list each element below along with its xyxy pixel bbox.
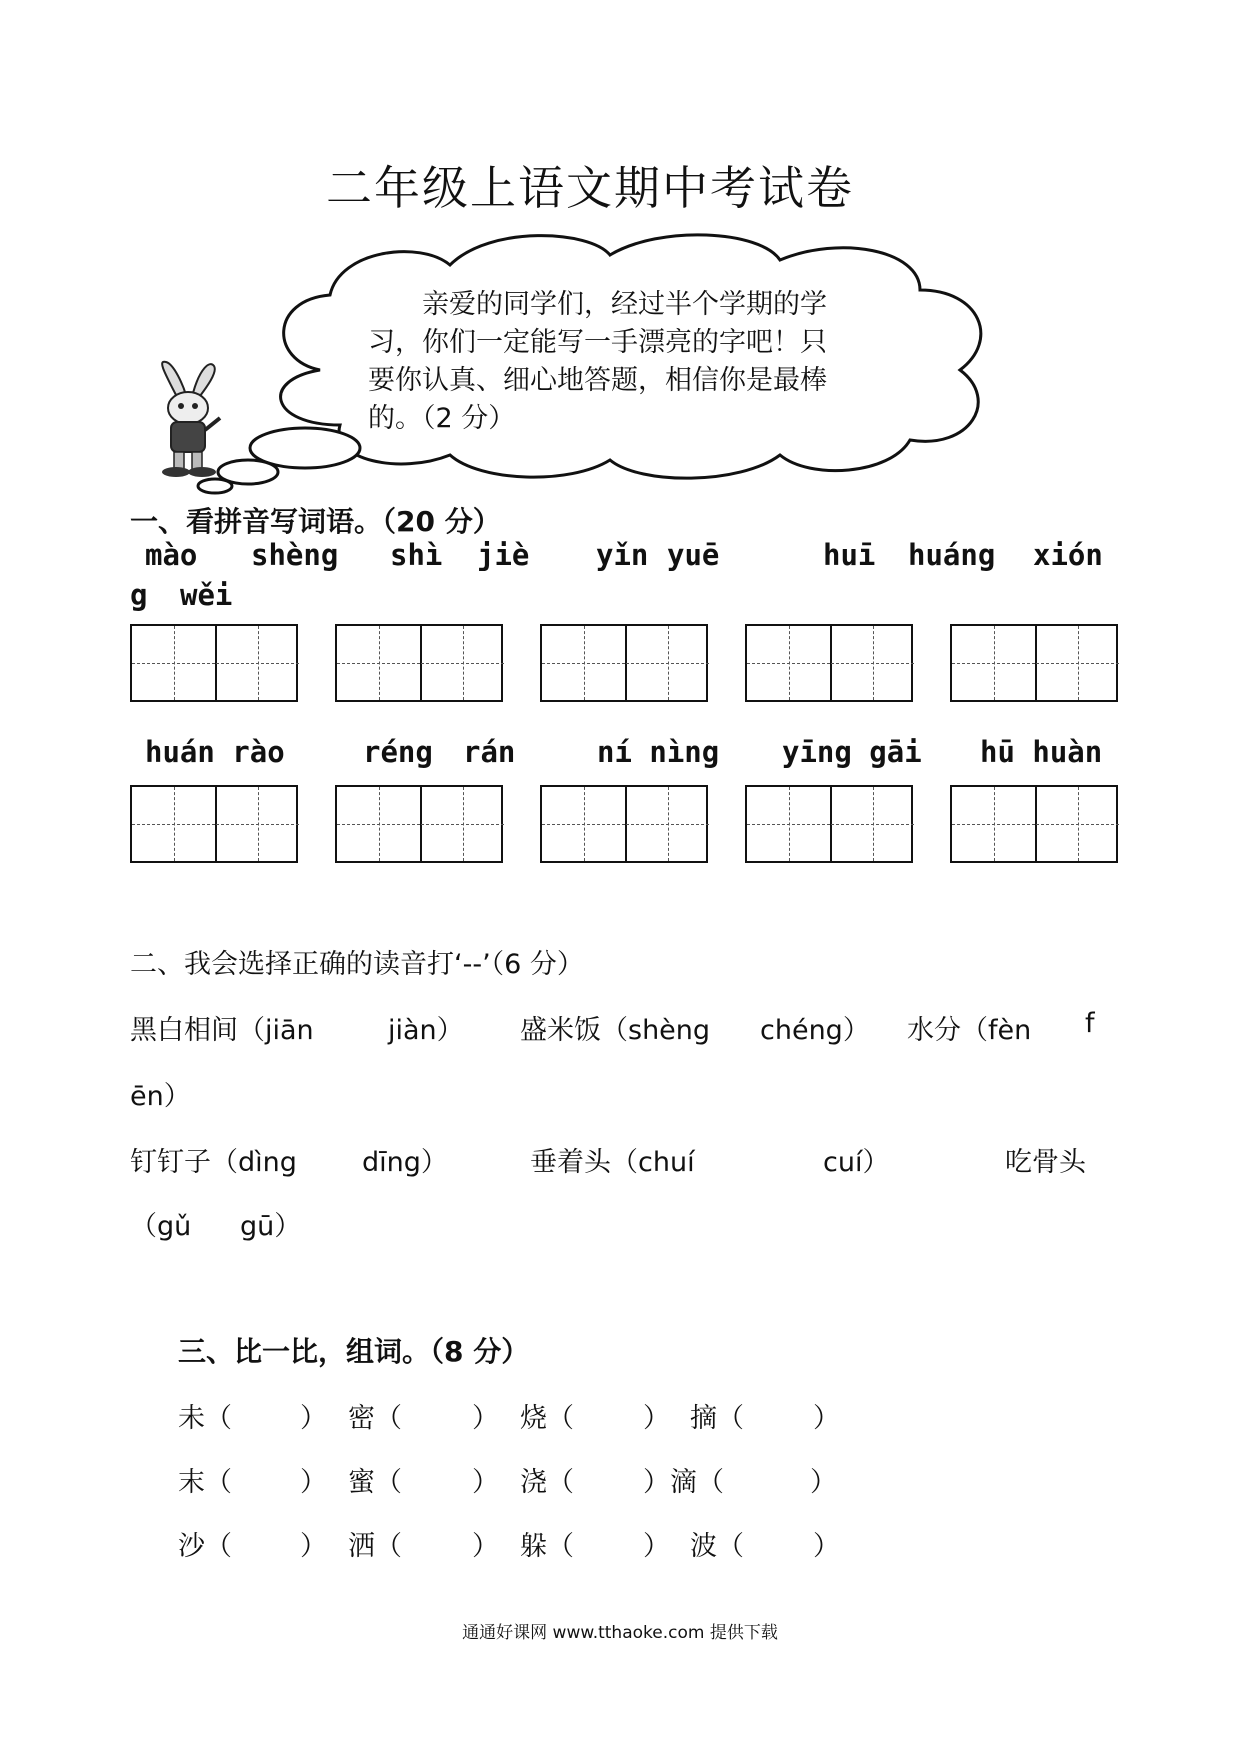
pinyin-label: huī xyxy=(823,538,876,572)
compare-item: 波（ xyxy=(690,1531,744,1562)
compare-item: ） xyxy=(472,1531,499,1562)
compare-item: ） xyxy=(813,1403,840,1434)
choice-item: 盛米饭（shèng xyxy=(520,1015,711,1046)
choice-item: （gǔ xyxy=(130,1211,192,1242)
pinyin-label: yǐn xyxy=(596,538,649,572)
pinyin-label: réng xyxy=(363,735,433,769)
compare-item: ） xyxy=(300,1531,327,1562)
writing-box[interactable] xyxy=(950,624,1118,702)
pinyin-label: huáng xyxy=(908,538,996,572)
choice-item: f xyxy=(1085,1008,1095,1039)
pinyin-label: g xyxy=(130,578,148,612)
greeting-line: 的。（2 分） xyxy=(368,403,516,434)
compare-item: 浇（ xyxy=(520,1467,574,1498)
compare-item: ） xyxy=(813,1531,840,1562)
compare-item: 摘（ xyxy=(690,1403,744,1434)
compare-item: ）滴（ xyxy=(643,1467,724,1498)
compare-item: 末（ xyxy=(178,1467,232,1498)
compare-item: 沙（ xyxy=(178,1531,232,1562)
choice-item: cuí） xyxy=(823,1147,890,1178)
writing-box[interactable] xyxy=(335,624,503,702)
compare-item: ） xyxy=(643,1531,670,1562)
choice-item: gū） xyxy=(240,1211,302,1242)
compare-item: ） xyxy=(472,1467,499,1498)
pinyin-label: mào xyxy=(145,538,198,572)
section-3-title: 三、比一比，组词。（8 分） xyxy=(178,1335,530,1368)
pinyin-label: huán rào xyxy=(145,735,285,769)
compare-item: 躲（ xyxy=(520,1531,574,1562)
compare-item: ） xyxy=(643,1403,670,1434)
pinyin-label: hū huàn xyxy=(980,735,1103,769)
compare-item: ） xyxy=(810,1467,837,1498)
pinyin-label: yīng gāi xyxy=(782,735,922,769)
pinyin-label: xión xyxy=(1033,538,1103,572)
pinyin-label: jiè xyxy=(477,538,530,572)
compare-item: 蜜（ xyxy=(348,1467,402,1498)
compare-item: 密（ xyxy=(348,1403,402,1434)
pinyin-label: yuē xyxy=(667,538,720,572)
footer-credit: 通通好课网 www.tthaoke.com 提供下载 xyxy=(462,1623,778,1643)
choice-item: ēn） xyxy=(130,1081,191,1112)
choice-item: chéng） xyxy=(760,1015,870,1046)
pinyin-label: wěi xyxy=(180,578,233,612)
pinyin-label: rán xyxy=(463,735,516,769)
pinyin-label: shì xyxy=(390,538,443,572)
choice-item: dīng） xyxy=(362,1147,448,1178)
compare-item: ） xyxy=(472,1403,499,1434)
greeting-line: 亲爱的同学们，经过半个学期的学 xyxy=(422,289,827,320)
compare-item: 未（ xyxy=(178,1403,232,1434)
section-2-title: 二、我会选择正确的读音打‘--’（6 分） xyxy=(130,949,584,980)
choice-item: 水分（fèn xyxy=(907,1015,1032,1046)
choice-item: 吃骨头 xyxy=(1005,1147,1086,1178)
greeting-line: 习，你们一定能写一手漂亮的字吧！只 xyxy=(368,327,827,358)
pinyin-label: ní nìng xyxy=(597,735,720,769)
greeting-text xyxy=(368,286,878,438)
pinyin-label: shèng xyxy=(251,538,339,572)
compare-item: 洒（ xyxy=(348,1531,402,1562)
compare-item: ） xyxy=(300,1403,327,1434)
choice-item: 钉钉子（dìng xyxy=(130,1147,297,1178)
writing-box[interactable] xyxy=(130,624,298,702)
rabbit-mascot-icon xyxy=(138,360,238,480)
choice-item: 黑白相间（jiān xyxy=(130,1015,314,1046)
writing-box[interactable] xyxy=(745,785,913,863)
choice-item: 垂着头（chuí xyxy=(530,1147,695,1178)
choice-item: jiàn） xyxy=(388,1015,464,1046)
page-title: 二年级上语文期中考试卷 xyxy=(326,161,854,215)
writing-box[interactable] xyxy=(540,785,708,863)
greeting-line: 要你认真、细心地答题，相信你是最棒 xyxy=(368,365,827,396)
compare-item: 烧（ xyxy=(520,1403,574,1434)
compare-item: ） xyxy=(300,1467,327,1498)
writing-box[interactable] xyxy=(540,624,708,702)
writing-box[interactable] xyxy=(335,785,503,863)
section-1-title: 一、看拼音写词语。（20 分） xyxy=(130,505,501,538)
writing-box[interactable] xyxy=(745,624,913,702)
writing-box[interactable] xyxy=(950,785,1118,863)
writing-box[interactable] xyxy=(130,785,298,863)
